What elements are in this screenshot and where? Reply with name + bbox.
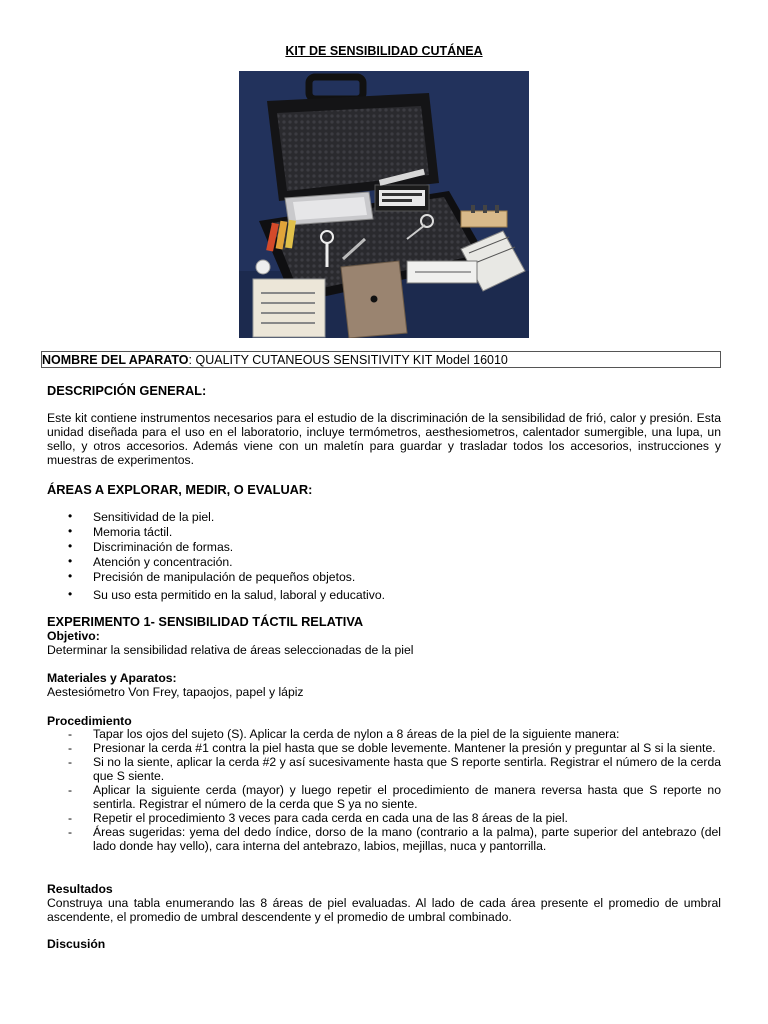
bullet-icon: •	[68, 539, 73, 553]
bullet-icon: •	[68, 587, 73, 601]
cutaneous-kit-illustration	[239, 71, 529, 338]
bullet-icon: •	[68, 509, 73, 523]
list-item: - Presionar la cerda #1 contra la piel hasta que se doble levemente. Mantener la presión y preguntar al S si la siente.	[68, 741, 716, 755]
list-item: - Áreas sugeridas: yema del dedo índice, dorso de la mano (contrario a la palma), parte superior del antebrazo (del lado donde hay vello), cara interna del antebrazo, labios, mejillas, nuca y pantorrilla.	[68, 825, 721, 853]
discussion-label: Discusión	[47, 937, 106, 951]
list-item: • Su uso esta permitido en la salud, laboral y educativo.	[68, 587, 385, 602]
materials-text: Aestesiómetro Von Frey, tapaojos, papel y lápiz	[47, 685, 304, 699]
apparatus-value: : QUALITY CUTANEOUS SENSITIVITY KIT Model 16010	[188, 353, 508, 367]
list-item: • Atención y concentración.	[68, 554, 233, 569]
list-item: • Sensitividad de la piel.	[68, 509, 215, 524]
materials-label: Materiales y Aparatos:	[47, 671, 177, 685]
apparatus-label: NOMBRE DEL APARATO	[42, 353, 189, 367]
document-title: KIT DE SENSIBILIDAD CUTÁNEA	[285, 44, 483, 58]
results-text: Construya una tabla enumerando las 8 áreas de piel evaluadas. Al lado de cada área presente el promedio de umbral ascendente, el promedio de umbral descendente y el promedio de umbral combinado.	[47, 896, 721, 924]
results-label: Resultados	[47, 882, 113, 896]
list-item: - Tapar los ojos del sujeto (S). Aplicar la cerda de nylon a 8 áreas de la piel de la siguiente manera:	[68, 727, 620, 741]
objective-text: Determinar la sensibilidad relativa de áreas seleccionadas de la piel	[47, 643, 414, 657]
bullet-icon: •	[68, 554, 73, 568]
areas-heading: ÁREAS A EXPLORAR, MEDIR, O EVALUAR:	[47, 482, 313, 497]
general-description-heading: DESCRIPCIÓN GENERAL:	[47, 383, 207, 398]
dash-icon: -	[68, 811, 73, 825]
list-item: - Si no la siente, aplicar la cerda #2 y así sucesivamente hasta que S reporte sentirla. Registrar el número de la cerda que S siente.	[68, 755, 721, 783]
list-item: • Memoria táctil.	[68, 524, 173, 539]
dash-icon: -	[68, 783, 73, 797]
dash-icon: -	[68, 755, 73, 769]
objective-label: Objetivo:	[47, 629, 100, 643]
areas-list	[47, 510, 385, 603]
list-item: • Precisión de manipulación de pequeños objetos.	[68, 569, 356, 584]
apparatus-name-box	[41, 351, 721, 368]
list-item: • Discriminación de formas.	[68, 539, 234, 554]
bullet-icon: •	[68, 569, 73, 583]
procedure-label: Procedimiento	[47, 714, 132, 728]
procedure-list	[47, 727, 721, 853]
list-item: - Aplicar la siguiente cerda (mayor) y luego repetir el procedimiento de manera reversa hasta que S reporte no sentirla. Registrar el número de la cerda que S ya no siente.	[68, 783, 721, 811]
dash-icon: -	[68, 825, 73, 839]
bullet-icon: •	[68, 524, 73, 538]
dash-icon: -	[68, 741, 73, 755]
kit-photo	[239, 71, 529, 338]
experiment-heading: EXPERIMENTO 1- SENSIBILIDAD TÁCTIL RELATIVA	[47, 614, 364, 629]
dash-icon: -	[68, 727, 73, 741]
list-item: - Repetir el procedimiento 3 veces para cada cerda en cada una de las 8 áreas de la piel.	[68, 811, 568, 825]
general-description-text: Este kit contiene instrumentos necesarios para el estudio de la discriminación de la sensibilidad de frió, calor y presión. Esta unidad diseñada para el uso en el laboratorio, incluye termómetros, aesthesiometros, calentador sumergible, una lupa, un sello, y otros accesorios. Además viene con un maletín para guardar y trasladar todos los accesorios, instrucciones y muestras de experimentos.	[47, 411, 721, 467]
